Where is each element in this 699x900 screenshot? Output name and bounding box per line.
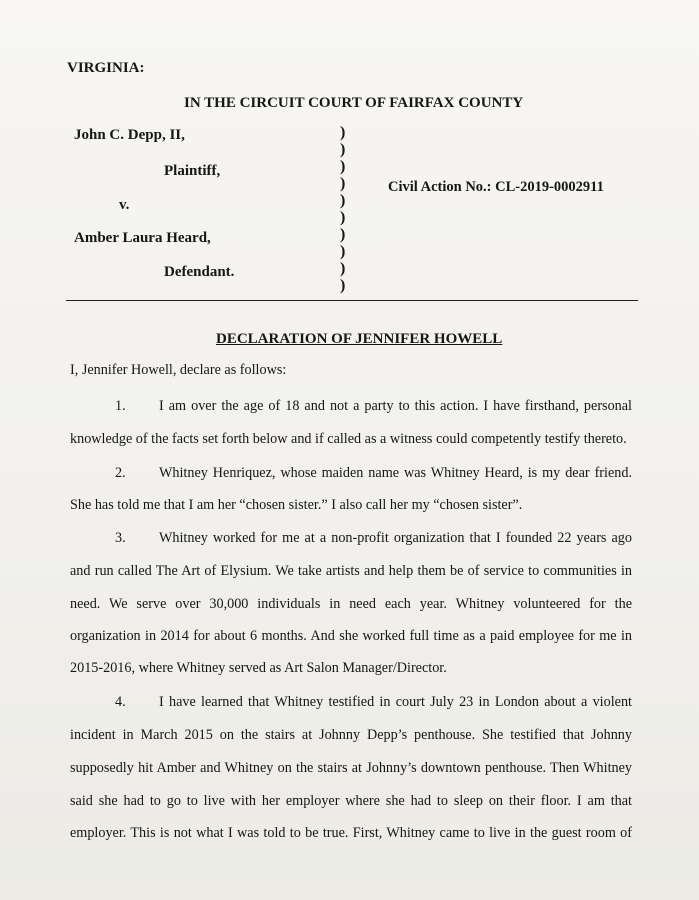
paragraph-line: 2015-2016, where Whitney served as Art Salon Manager/Director. — [70, 660, 447, 676]
civil-action-number: Civil Action No.: CL-2019-0002911 — [388, 179, 604, 195]
paragraph-line: incident in March 2015 on the stairs at Johnny Depp’s penthouse. She testified that Johnny — [70, 727, 632, 743]
paragraph-line: knowledge of the facts set forth below and if called as a witness could competently testify thereto. — [70, 431, 627, 447]
paragraph-line: Whitney worked for me at a non-profit organization that I founded 22 years ago — [159, 530, 632, 546]
paragraph-number: 4. — [115, 694, 126, 710]
paragraph-number: 1. — [115, 398, 126, 414]
paragraph-line: need. We serve over 30,000 individuals in need each year. Whitney volunteered for the — [70, 596, 632, 612]
versus-label: v. — [119, 197, 130, 213]
caption-paren: ) — [340, 243, 346, 260]
defendant-name: Amber Laura Heard, — [74, 230, 211, 246]
paragraph-line: I have learned that Whitney testified in court July 23 in London about a violent — [159, 694, 632, 710]
caption-paren: ) — [340, 124, 346, 141]
paragraph-line: I am over the age of 18 and not a party to this action. I have firsthand, personal — [159, 398, 632, 414]
paragraph-line: said she had to go to live with her employer where she had to sleep on their floor. I am that — [70, 793, 632, 809]
declaration-title: DECLARATION OF JENNIFER HOWELL — [216, 331, 503, 347]
caption-paren: ) — [340, 260, 346, 277]
caption-paren: ) — [340, 226, 346, 243]
paragraph-number: 2. — [115, 465, 126, 481]
caption-paren: ) — [340, 175, 346, 192]
caption-paren: ) — [340, 192, 346, 209]
plaintiff-label: Plaintiff, — [164, 163, 221, 179]
paragraph-line: Whitney Henriquez, whose maiden name was Whitney Heard, is my dear friend. — [159, 465, 632, 481]
paragraph-line: She has told me that I am her “chosen sister.” I also call her my “chosen sister”. — [70, 497, 523, 513]
caption-paren: ) — [340, 209, 346, 226]
caption-paren: ) — [340, 277, 346, 294]
paragraph-line: organization in 2014 for about 6 months. And she worked full time as a paid employee for me in — [70, 628, 632, 644]
court-heading: IN THE CIRCUIT COURT OF FAIRFAX COUNTY — [184, 95, 524, 111]
paragraph-line: supposedly hit Amber and Whitney on the stairs at Johnny’s downtown penthouse. Then Whitney — [70, 760, 632, 776]
plaintiff-name: John C. Depp, II, — [74, 127, 185, 143]
caption-divider — [66, 300, 638, 301]
paragraph-line: employer. This is not what I was told to be true. First, Whitney came to live in the guest room of — [70, 825, 632, 841]
defendant-label: Defendant. — [164, 264, 235, 280]
intro-line: I, Jennifer Howell, declare as follows: — [70, 362, 287, 378]
paragraph-number: 3. — [115, 530, 126, 546]
caption-paren: ) — [340, 158, 346, 175]
state-heading: VIRGINIA: — [67, 60, 145, 76]
paragraph-line: and run called The Art of Elysium. We take artists and help them be of service to communities in — [70, 563, 632, 579]
caption-paren: ) — [340, 141, 346, 158]
